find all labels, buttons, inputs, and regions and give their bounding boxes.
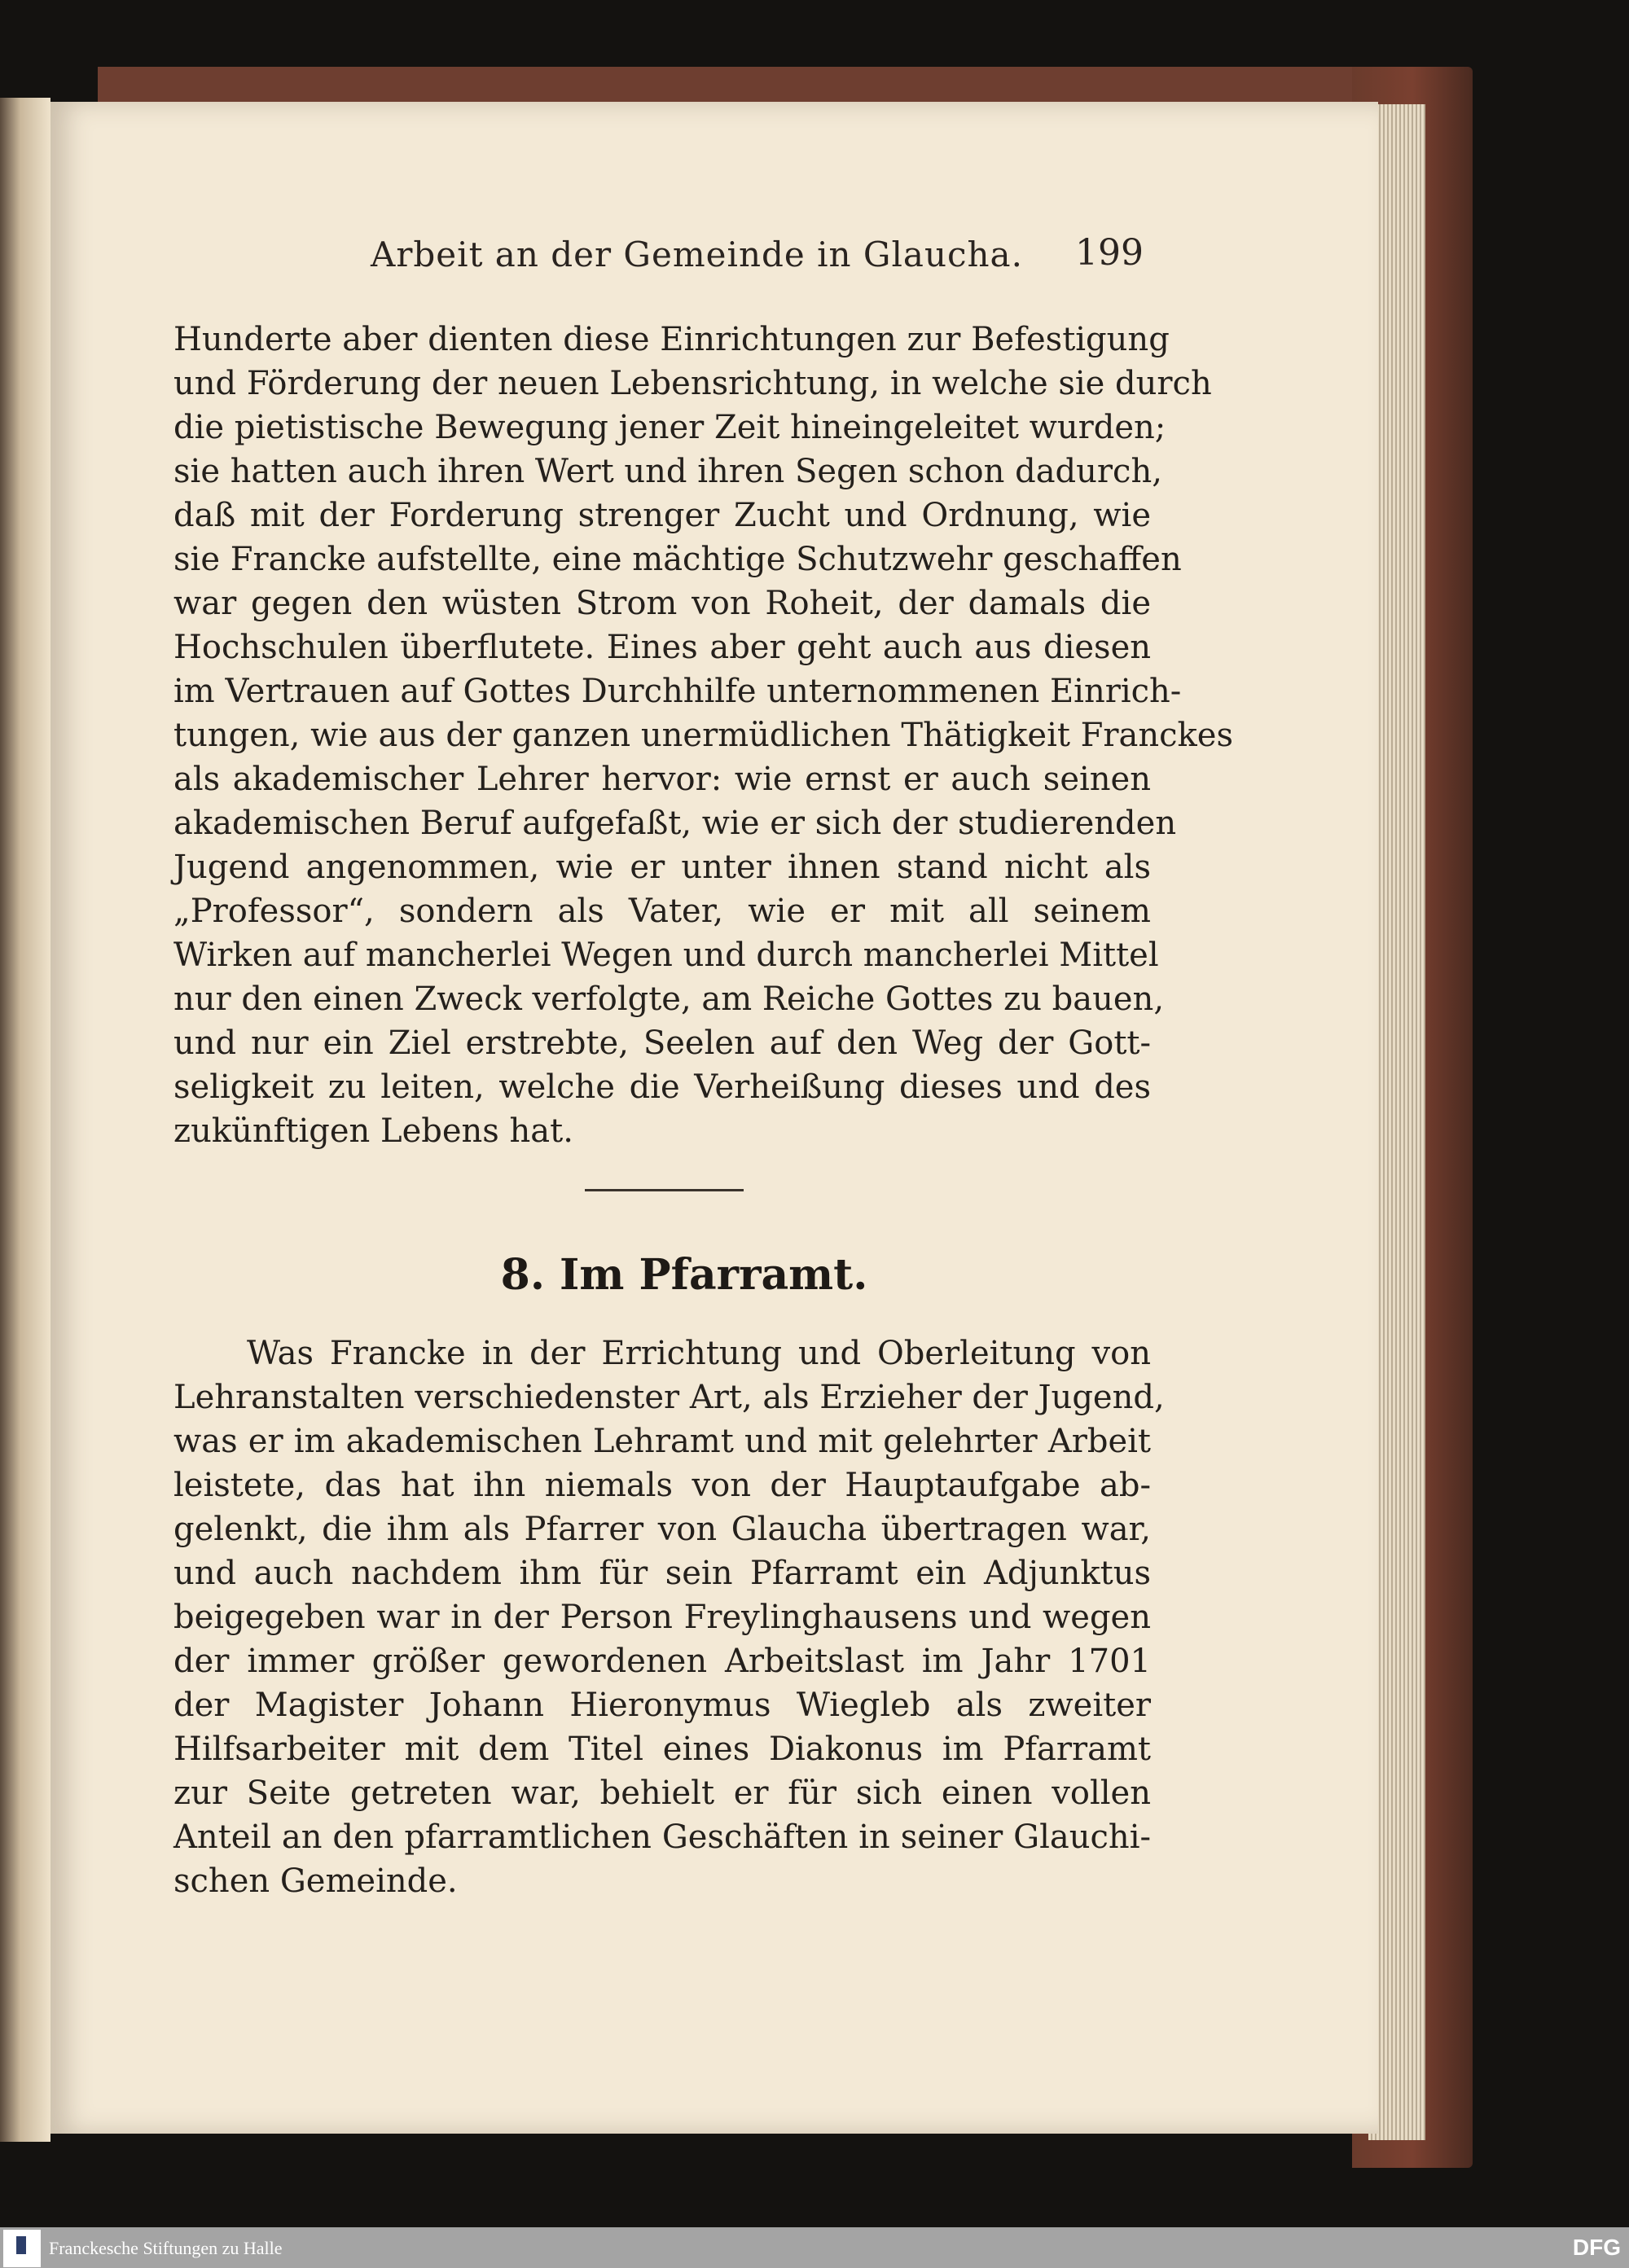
paragraph-1: [173, 318, 1233, 1153]
text-line: sie Francke aufstellte, eine mächtige Schutzwehr geschaffen: [173, 541, 1182, 578]
text-line: daß mit der Forderung strenger Zucht und Ordnung, wie: [173, 497, 1151, 534]
section-heading-text: 8. Im Pfarramt.: [500, 1250, 868, 1300]
dfg-logo: DFG: [1572, 2235, 1621, 2260]
text-line: nur den einen Zweck verfolgte, am Reiche Gottes zu bauen,: [173, 980, 1165, 1018]
running-head: Arbeit an der Gemeinde in Glaucha.: [371, 235, 1023, 274]
text-line: Hunderte aber dienten diese Einrichtungen zur Befestigung: [173, 321, 1170, 358]
text-line: sie hatten auch ihren Wert und ihren Segen schon dadurch,: [173, 453, 1162, 490]
section-divider: [585, 1189, 744, 1191]
text-line: beigegeben war in der Person Freylinghausens und wegen: [173, 1599, 1151, 1636]
paragraph-2: [173, 1331, 1165, 1903]
text-line: war gegen den wüsten Strom von Roheit, der damals die: [173, 585, 1151, 622]
page-number: 199: [1075, 232, 1144, 274]
text-line: Lehranstalten verschiedenster Art, als Erzieher der Jugend,: [173, 1379, 1165, 1416]
text-line: leistete, das hat ihn niemals von der Hauptaufgabe ab-: [173, 1467, 1151, 1504]
francke-logo: [3, 2230, 41, 2267]
text-line: und auch nachdem ihm für sein Pfarramt ein Adjunktus: [173, 1555, 1151, 1592]
left-page-edge: [0, 98, 50, 2142]
text-line: Wirken auf mancherlei Wegen und durch mancherlei Mittel: [173, 937, 1159, 974]
text-line: Was Francke in der Errichtung und Oberleitung von: [247, 1335, 1151, 1372]
text-line: als akademischer Lehrer hervor: wie ernst er auch seinen: [173, 761, 1151, 798]
footer-institution: Franckesche Stiftungen zu Halle: [49, 2238, 283, 2258]
text-line: Hochschulen überflutete. Eines aber geht auch aus diesen: [173, 629, 1151, 666]
text-line: und Förderung der neuen Lebensrichtung, in welche sie durch: [173, 365, 1212, 402]
text-line: und nur ein Ziel erstrebte, Seelen auf den Weg der Gott-: [173, 1024, 1151, 1062]
text-line: „Professor“, sondern als Vater, wie er mit all seinem: [173, 893, 1151, 930]
text-line: im Vertrauen auf Gottes Durchhilfe unternommenen Einrich-: [173, 673, 1182, 710]
text-line: gelenkt, die ihm als Pfarrer von Glaucha übertragen war,: [173, 1511, 1151, 1548]
text-line: zur Seite getreten war, behielt er für sich einen vollen: [173, 1774, 1151, 1812]
text-line: Hilfsarbeiter mit dem Titel eines Diakonus im Pfarramt: [173, 1731, 1151, 1768]
text-line: Jugend angenommen, wie er unter ihnen stand nicht als: [173, 849, 1151, 886]
text-line: akademischen Beruf aufgefaßt, wie er sich der studierenden: [173, 805, 1177, 842]
text-line: seligkeit zu leiten, welche die Verheißung dieses und des: [173, 1068, 1151, 1106]
text-line: tungen, wie aus der ganzen unermüdlichen Thätigkeit Franckes: [173, 717, 1233, 754]
text-line: schen Gemeinde.: [173, 1862, 458, 1900]
text-line: der Magister Johann Hieronymus Wiegleb als zweiter: [173, 1687, 1151, 1724]
text-line: die pietistische Bewegung jener Zeit hineingeleitet wurden;: [173, 409, 1166, 446]
text-line: zukünftigen Lebens hat.: [173, 1112, 573, 1150]
text-line: was er im akademischen Lehramt und mit gelehrter Arbeit: [173, 1423, 1151, 1460]
section-heading: [0, 1250, 1629, 1300]
text-line: der immer größer gewordenen Arbeitslast im Jahr 1701: [173, 1643, 1151, 1680]
text-line: Anteil an den pfarramtlichen Geschäften in seiner Glauchi-: [173, 1818, 1151, 1856]
